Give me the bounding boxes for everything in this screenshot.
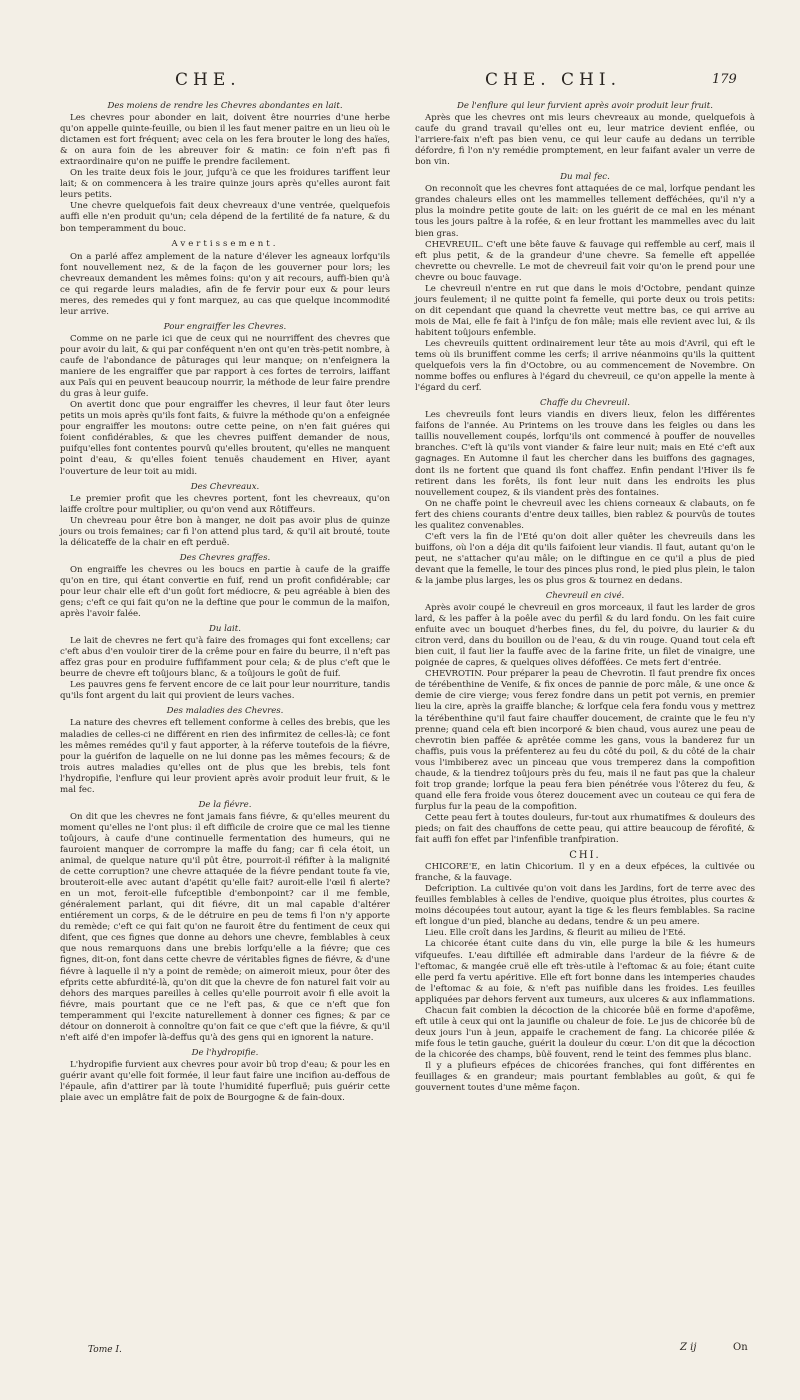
section-heading: Pour engraiffer les Chevres. — [163, 321, 287, 332]
right-column — [415, 97, 755, 1094]
section-heading: De l'hydropifie. — [191, 1047, 259, 1058]
paragraph: Les chevres pour abonder en lait, doivent être nourries d'une herbe qu'on appelle quinte-feuille, ou bien il les faut mener paitre en un lieu où le dictamen est fort fréquent; avec cela on les fera brouter le long des haïes, & on aura foin de les abreuver foir & matin: ce foin n'eft pas fi extraordinaire qu'on ne puiffe le prendre facilement. — [60, 113, 390, 168]
paragraph: Un chevreau pour être bon à manger, ne doit pas avoir plus de quinze jours ou trois femaines; car fi l'on attend plus tard, & qu'il ait brouté, toute la délicateffe de la chair en eft perduë. — [60, 515, 390, 548]
paragraph: Le lait de chevres ne fert qu'à faire des fromages qui font excellens; car c'eft abus d'en vouloir tirer de la crême pour en faire du beurre, il n'eft pas affez gras pour en produire fuffifamment pour cela; & de plus c'eft que le beurre de chevre eft toûjours blanc, & a toûjours le goût de fuif. — [60, 636, 390, 680]
paragraph: Les chevreuils font leurs viandis en divers lieux, felon les différentes faifons de l'année. Au Printems on les trouve dans les feigles ou dans les taillis nouvellement coupés, lorfqu'ils ont commencé à pouffer de nouvelles branches. C'eft là qu'ils vont viander & faire leur nuit; mais en Eté c'eft aux gagnages. En Automne il faut les chercher dans les buiffons des gagnages, dont ils ne fortent que quand ils font chaffez. Enfin pendant l'Hiver ils fe retirent dans les forêts, ils font leur nuit dans les endroits les plus nouvellement coupez, & ils viandent près des fontaines. — [415, 410, 755, 498]
section-heading: CHI. — [569, 850, 601, 862]
paragraph: Defcription. La cultivée qu'on voit dans les Jardins, fort de terre avec des feuilles femblables à celles de l'endive, quoique plus étroites, plus courtes & moins découpées tout autour, ayant la tige & les fleurs femblables. Sa racine eft longue d'un pied, blanche au dedans, tendre & un peu amere. — [415, 884, 755, 928]
paragraph: Après avoir coupé le chevreuil en gros morceaux, il faut les larder de gros lard, & les paffer à la poêle avec du perfil & du lard fondu. On les fait cuire enfuite avec un bouquet d'herbes fines, du fel, du poivre, du laurier & du citron verd, dans du bouillon ou de l'eau, & du vin rouge. Quand tout cela eft bien cuit, il faut lier la fauffe avec de la farine frite, un filet de vinaigre, une poignée de capres, & quelques olives défoffées. Ce mets fert d'entrée. — [415, 603, 755, 669]
paragraph: Après que les chevres ont mis leurs chevreaux au monde, quelquefois à caufe du grand travail qu'elles ont eu, leur matrice devient enflée, ou l'arriere-faix n'eft pas bien venu, ce qui leur caufe au dedans un terrible défordre, fi l'on n'y remédie promptement, en leur faifant avaler un verre de bon vin. — [415, 113, 755, 168]
section-heading: Des moiens de rendre les Chevres abondantes en lait. — [107, 101, 343, 111]
section-heading: Des Chevres graffes. — [179, 552, 271, 563]
header-right: CHE. CHI. — [485, 70, 622, 90]
section-heading: De la fiévre. — [198, 799, 252, 810]
paragraph: La nature des chevres eft tellement conforme à celles des brebis, que les maladies de celles-ci ne différent en rien des infirmitez de celles-là; ce font les mêmes remédes qu'il y faut apporter, à la réferve toutefois de la fiévre, pour la guérifon de laquelle on ne lui donne pas les mêmes fecours; & de trois autres maladies qu'elles ont de plus que les brebis, tels font l'hydropifie, l'enflure qui leur provient après avoir produit leur fruit, & le mal fec. — [60, 718, 390, 795]
paragraph: Le chevreuil n'entre en rut que dans le mois d'Octobre, pendant quinze jours feulement; il ne quitte point fa femelle, qui porte deux ou trois petits: on dit cependant que quand la chevrette veut mettre bas, ce qui arrive au mois de Mai, elle fe fait à l'infçu de fon mâle; mais elle revient avec lui, & ils habitent toûjours enfemble. — [415, 283, 755, 338]
section-heading: Chevreuil en civé. — [545, 591, 625, 602]
section-heading: Du lait. — [209, 624, 241, 635]
paragraph: Une chevre quelquefois fait deux chevreaux d'une ventrée, quelquefois auffi elle n'en produit qu'un; cela dépend de la fertilité de fa nature, & du bon temperamment du bouc. — [60, 201, 390, 234]
paragraph: On a parlé affez amplement de la nature d'élever les agneaux lorfqu'ils font nouvellement nez, & de la façon de les gouverner pour lors; les chevreaux demandent les mêmes foins: qu'on y ait recours, auffi-bien qu'à ce qui regarde leurs maladies, afin de fe fervir pour eux & pour leurs meres, des remedes qui y font marquez, au cas que quelque incommodité leur arrive. — [60, 251, 390, 317]
left-column — [60, 97, 390, 1104]
header-left: CHE. — [175, 70, 241, 90]
running-header — [0, 70, 800, 100]
section-heading: Du mal fec. — [560, 172, 610, 183]
paragraph: Le premier profit que les chevres portent, font les chevreaux, qu'on laiffe croître pour multiplier, ou qu'on vend aux Rôtiffeurs. — [60, 493, 390, 515]
paragraph: On avertit donc que pour engraiffer les chevres, il leur faut ôter leurs petits un mois après qu'ils font faits, & fuivre la méthode qu'on a enfeignée pour engraiffer les moutons: outre cette peine, on n'en fait guéres qui foient confidérables, & que les chevres puiffent demander de nous, puifqu'elles font contentes pourvû qu'elles broutent, qu'elles ne manquent point d'eau, & qu'elles foient tenuës chaudement en Hiver, ayant l'ouverture de leur toit au midi. — [60, 400, 390, 477]
paragraph: Comme on ne parle ici que de ceux qui ne nourriffent des chevres que pour avoir du lait, & qui par conféquent n'en ont qu'en très-petit nombre, à caufe de l'abondance de pâturages qui leur manque; on n'enfeignera la maniere de les engraiffer que par rapport à ces fortes de terroirs, laiffant aux Païs qui en peuvent beaucoup nourrir, la méthode de leur faire prendre du gras à leur guife. — [60, 333, 390, 400]
paragraph: On dit que les chevres ne font jamais fans fiévre, & qu'elles meurent du moment qu'elles ne l'ont plus: il eft difficile de croire que ce mal les tienne toûjours, à caufe d'une continuelle fermentation des humeurs, qui ne fauroient manquer de corrompre la maffe du fang; car fi cela étoit, un animal, de quelque nature qu'il pût être, pourroit-il réfifter à la malignité de cette corruption? une chevre attaquée de la fiévre pendant toute fa vie, brouteroit-elle avec autant d'apétit qu'elle fait? auroit-elle l'œil fi alerte? en un mot, feroit-elle fufceptible d'embonpoint? car il me femble, généralement parlant, qui dit fiévre, dit un mal capable d'altérer entiérement un corps, & de le détruire en peu de tems fi l'on n'y apporte du remède; c'eft ce qui fait qu'on ne fauroit être du fentiment de ceux qui difent, que ces fignes que donne au dehors une chevre, femblables à ceux que nous remarquons dans une brebis lorfqu'elle a la fiévre; que ces fignes, dit-on, font dans cette chevre de véritables fignes de fiévre, & d'une fiévre à laquelle il n'y a point de remède; on aimeroit mieux, pour ôter des efprits cette abfurdité-là, qu'on dit que la chevre de fon naturel fait voir au dehors des marques pareilles à celles qu'elle pourroit avoir fi elle avoit la fiévre, mais pourtant que ce ne l'eft pas, & que ce n'eft que fon temperamment qui l'excite naturellement à donner ces fignes; & par ce détour on donneroit à connoître qu'on fait ce que c'eft que la fiévre, & qu'il n'eft aifé d'en impofer là-deffus qu'à des gens qui en ignorent la nature. — [60, 811, 390, 1043]
paragraph: Cette peau fert à toutes douleurs, fur-tout aux rhumatifmes & douleurs des pieds; on fait des chauffons de cette peau, qui attire beaucoup de férofité, & fait auffi fon effet par l'infenfible tranfpiration. — [415, 812, 755, 846]
paragraph: On ne chaffe point le chevreuil avec les chiens corneaux & clabauts, on fe fert des chiens courants d'entre deux tailles, bien rablez & pourvûs de toutes les qualitez convenables. — [415, 498, 755, 531]
section-heading: Des Chevreaux. — [190, 481, 260, 492]
page-number: 179 — [712, 72, 737, 87]
volume-label: Tome I. — [88, 1345, 122, 1355]
paragraph: C'eft vers la fin de l'Eté qu'on doit aller quêter les chevreuils dans les buiffons, où l'on a déja dit qu'ils faifoient leur viandis. Il faut, autant qu'on le peut, ne s'attacher qu'au mâle; on le diftingue en ce qu'il a plus de pied devant que la femelle, le tour des pinces plus rond, le pied plus plein, le talon & la jambe plus larges, les os plus gros & tournez en dedans. — [415, 531, 755, 586]
section-heading: Avertissement. — [171, 238, 279, 249]
paragraph: Il y a plufieurs efpéces de chicorées franches, qui font différentes en feuillages & en grandeur; mais pourtant femblables au goût, & qui fe gouvernent toutes d'une même façon. — [415, 1060, 755, 1094]
signature-mark: Z ij — [680, 1342, 697, 1353]
catchword: On — [733, 1342, 748, 1353]
paragraph: L'hydropifie furvient aux chevres pour avoir bû trop d'eau; & pour les en guérir avant qu'elle foit formée, il leur faut faire une incifion au-deffous de l'épaule, afin d'attirer par là toute l'humidité fuperfluë; puis guérir cette plaie avec un emplâtre fait de poix de Bourgogne & de fain-doux. — [60, 1059, 390, 1104]
paragraph: CHEVREUIL. C'eft une bête fauve & fauvage qui reffemble au cerf, mais il eft plus petit, & de la grandeur d'une chevre. Sa femelle eft appellée chevrette ou chevrelle. Le mot de chevreuil fait voir qu'on le prend pour une chevre ou bouc fauvage. — [415, 239, 755, 283]
paragraph: Les chevreuils quittent ordinairement leur tête au mois d'Avril, qui eft le tems où ils bruniffent comme les cerfs; il arrive néanmoins qu'ils la quittent quelquefois vers la fin d'Octobre, ou au commencement de Novembre. On nomme boffes ou enflures à l'égard du chevreuil, ce qu'on appelle la mente à l'égard du cerf. — [415, 338, 755, 394]
paragraph: Lieu. Elle croît dans les Jardins, & fleurit au milieu de l'Eté. — [425, 928, 686, 939]
paragraph: CHICORE'E, en latin Chicorium. Il y en a deux efpéces, la cultivée ou franche, & la fauvage. — [415, 862, 755, 884]
section-heading: Des maladies des Chevres. — [166, 706, 284, 717]
section-heading: Chaffe du Chevreuil. — [540, 398, 630, 409]
section-heading: De l'enflure qui leur furvient après avoir produit leur fruit. — [456, 101, 713, 111]
paragraph: Les pauvres gens fe fervent encore de ce lait pour leur nourriture, tandis qu'ils font argent du lait qui provient de leurs vaches. — [60, 680, 390, 702]
paragraph: On reconnoît que les chevres font attaquées de ce mal, lorfque pendant les grandes chaleurs elles ont les mammelles tellement defféchées, qu'il n'y a plus la moindre petite goute de lait: on les guérit de ce mal en les ménant tous les jours paître à la rofée, & en leur frottant les mammelles avec du lait bien gras. — [415, 184, 755, 239]
paragraph: La chicorée étant cuite dans du vin, elle purge la bile & les humeurs vifqueufes. L'eau diftillée eft admirable dans l'ardeur de la fiévre & de l'eftomac, & mangée cruë elle eft très-utile à l'eftomac & au foie; étant cuite elle perd fa vertu apéritive. Elle eft fort bonne dans les intemperies chaudes de l'eftomac & au foie, & n'eft pas nuifible dans les froides. Les feuilles appliquées par dehors fervent aux tumeurs, aux ulceres & aux inflammations. — [415, 939, 755, 1005]
paragraph: Chacun fait combien la décoction de la chicorée bûë en forme d'apofême, eft utile à ceux qui ont la jaunifle ou chaleur de foie. Le jus de chicorée bû de deux jours l'un à jeun, appaife le crachement de fang. La chicorée pilée & mife fous le tetin gauche, guérit la douleur du cœur. L'on dit que la décoction de la chicorée des champs, bûë fouvent, rend le teint des femmes plus blanc. — [415, 1005, 755, 1060]
paragraph: On les traite deux fois le jour, jufqu'à ce que les froidures tariffent leur lait; & on commencera à les traire quinze jours après qu'elles auront fait leurs petits. — [60, 168, 390, 201]
paragraph: CHEVROTIN. Pour préparer la peau de Chevrotin. Il faut prendre fix onces de térébenthine de Venife, & fix onces de pannie de porc mâle, & une once & demie de cire vierge; vous ferez fondre dans un petit pot vernis, en premier lieu la cire, après la graiffe blanche; & lorfque cela fera fondu vous y mettrez la térébenthine qu'il faut faire chauffer doucement, de crainte que le feu n'y prenne; quand cela eft bien incorporé & bien chaud, vous aurez une peau de chevrotin bien paffée & aprêtée comme les gans, vous la banderez fur un chaffis, puis vous la préfenterez au feu du côté du poil, & du côté de la chair vous l'imbiberez avec un pinceau que vous tremperez dans la compofition chaude, & la tiendrez toûjours près du feu, mais il ne faut pas que la chaleur foit trop grande; lorfque la peau fera bien pénétrée vous l'ôterez du feu, & quand elle fera froide vous ôterez doucement avec un couteau ce qui fera de furplus fur la peau de la compofition. — [415, 669, 755, 812]
paragraph: On engraiffe les chevres ou les boucs en partie à caufe de la graiffe qu'on en tire, qui étant convertie en fuif, rend un profit confidérable; car pour leur chair elle eft d'un goût fort médiocre, & peu agréable à bien des gens; c'eft ce qui fait qu'on ne la deftine que pour le commun de la maifon, après l'avoir falée. — [60, 564, 390, 620]
